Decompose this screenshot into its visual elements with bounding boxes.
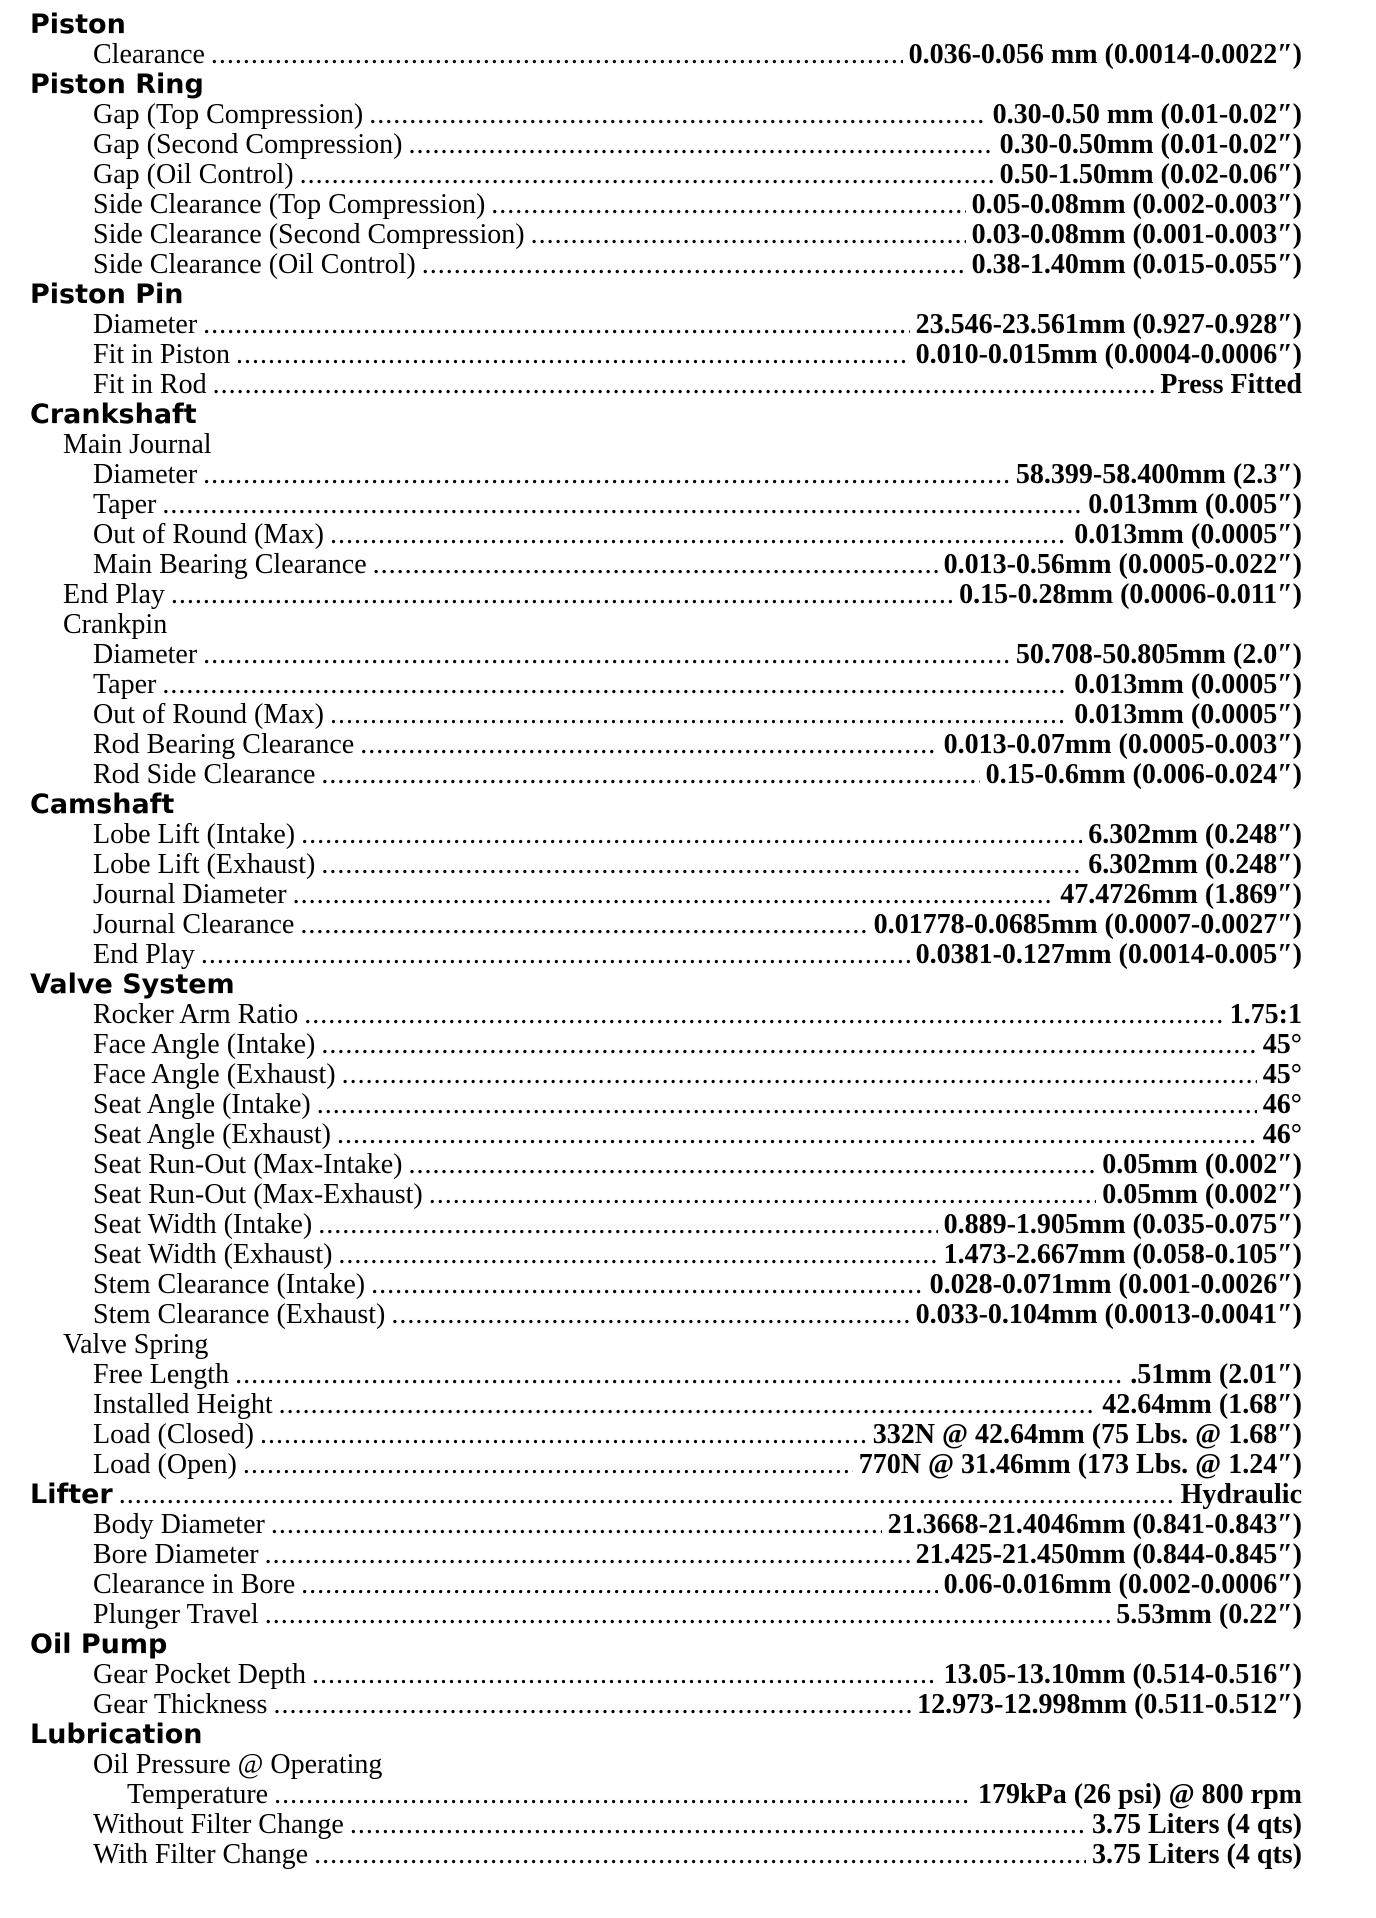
spec-row [30,1600,1302,1630]
subheading-main-journal: Main Journal [63,429,212,460]
spec-value: 0.01778-0.0685mm (0.0007-0.0027″) [873,909,1302,940]
spec-label: Rod Side Clearance [93,759,316,790]
leader-dots [391,1300,909,1330]
spec-row [30,910,1302,940]
spec-label: Load (Closed) [93,1419,254,1450]
spec-row [30,1510,1302,1540]
spec-label: Gear Thickness [93,1689,268,1720]
spec-label: Taper [93,489,157,520]
spec-value: 0.0381-0.127mm (0.0014-0.005″) [915,939,1302,970]
section-heading-piston-ring: Piston Ring [30,69,204,100]
leader-dots [265,1540,910,1570]
leader-dots [243,1450,853,1480]
spec-value: 332N @ 42.64mm (75 Lbs. @ 1.68″) [872,1419,1302,1450]
spec-value: 0.013mm (0.0005″) [1074,669,1302,700]
spec-value: 0.15-0.28mm (0.0006-0.011″) [959,579,1302,610]
leader-dots [211,40,903,70]
spec-row [30,340,1302,370]
leader-dots [409,130,994,160]
spec-row [30,1120,1302,1150]
leader-dots [422,250,966,280]
spec-value: 21.3668-21.4046mm (0.841-0.843″) [887,1509,1302,1540]
leader-dots [274,1780,972,1810]
spec-value: 13.05-13.10mm (0.514-0.516″) [943,1659,1302,1690]
leader-dots [373,550,938,580]
spec-row [30,1810,1302,1840]
spec-value: 0.50-1.50mm (0.02-0.06″) [999,159,1302,190]
spec-value: 0.30-0.50mm (0.01-0.02″) [999,129,1302,160]
spec-value: 46° [1262,1089,1302,1120]
spec-row [30,1570,1302,1600]
spec-value: Press Fitted [1160,369,1302,400]
leader-dots [304,1000,1223,1030]
spec-value: 0.05mm (0.002″) [1102,1149,1302,1180]
leader-dots [203,640,1010,670]
spec-value: 0.013-0.56mm (0.0005-0.022″) [943,549,1302,580]
spec-row [30,460,1302,490]
spec-value: 0.010-0.015mm (0.0004-0.0006″) [915,339,1302,370]
spec-row [30,730,1302,760]
spec-label: Main Bearing Clearance [93,549,367,580]
spec-label: Out of Round (Max) [93,519,324,550]
leader-dots [318,1210,937,1240]
spec-row [30,1150,1302,1180]
spec-label: Lobe Lift (Intake) [93,819,296,850]
spec-value: 0.028-0.071mm (0.001-0.0026″) [929,1269,1302,1300]
spec-label: Seat Angle (Intake) [93,1089,311,1120]
leader-dots [271,1510,882,1540]
spec-row-oil-pressure [30,1780,1302,1810]
leader-dots [408,1150,1096,1180]
spec-value: 0.15-0.6mm (0.006-0.024″) [985,759,1302,790]
spec-value: 45° [1262,1029,1302,1060]
spec-value: 0.05-0.08mm (0.002-0.003″) [971,189,1302,220]
spec-label: Side Clearance (Oil Control) [93,249,416,280]
leader-dots [360,730,937,760]
spec-label: Seat Angle (Exhaust) [93,1119,331,1150]
section-heading-piston: Piston [30,9,126,40]
leader-dots [301,1570,937,1600]
spec-value: 50.708-50.805mm (2.0″) [1015,639,1302,670]
spec-row [30,160,1302,190]
spec-label: Load (Open) [93,1449,237,1480]
spec-row [30,820,1302,850]
leader-dots [300,160,994,190]
leader-dots [369,100,986,130]
leader-dots [491,190,965,220]
subheading-crankpin: Crankpin [63,609,168,640]
leader-dots [337,1120,1257,1150]
spec-row [30,1390,1302,1420]
spec-row [30,700,1302,730]
spec-row [30,1030,1302,1060]
spec-row [30,1240,1302,1270]
spec-label: Stem Clearance (Intake) [93,1269,366,1300]
spec-label: Seat Run-Out (Max-Intake) [93,1149,403,1180]
spec-row [30,220,1302,250]
section-heading-lifter: Lifter [30,1479,113,1510]
spec-row [30,1300,1302,1330]
spec-value: 3.75 Liters (4 qts) [1092,1809,1302,1840]
spec-row [30,1270,1302,1300]
spec-row [30,1090,1302,1120]
leader-dots [321,850,1082,880]
leader-dots [201,940,910,970]
leader-dots [300,910,867,940]
spec-row [30,1060,1302,1090]
leader-dots [203,460,1010,490]
spec-value: 0.889-1.905mm (0.035-0.075″) [943,1209,1302,1240]
spec-value: 0.30-0.50 mm (0.01-0.02″) [992,99,1302,130]
leader-dots [162,670,1068,700]
leader-dots [171,580,953,610]
spec-value: .51mm (2.01″) [1130,1359,1302,1390]
spec-label: Gap (Top Compression) [93,99,364,130]
spec-row [30,1450,1302,1480]
oil-pressure-label-line: Oil Pressure @ Operating [93,1749,383,1780]
spec-row [30,1420,1302,1450]
spec-label: With Filter Change [93,1839,309,1870]
spec-value: 0.013mm (0.005″) [1088,489,1302,520]
spec-value: 0.013mm (0.0005″) [1074,699,1302,730]
section-heading-crankshaft: Crankshaft [30,399,197,430]
spec-label: Fit in Piston [93,339,230,370]
spec-row [30,40,1302,70]
spec-value: 45° [1262,1059,1302,1090]
spec-row [30,670,1302,700]
spec-row [30,1690,1302,1720]
spec-row [30,1840,1302,1870]
leader-dots [236,340,910,370]
leader-dots [371,1270,923,1300]
leader-dots [312,1660,938,1690]
spec-row [30,490,1302,520]
leader-dots [279,1390,1097,1420]
spec-label: Diameter [93,459,198,490]
leader-dots [342,1060,1257,1090]
leader-dots [330,520,1068,550]
spec-label: Journal Clearance [93,909,295,940]
leader-dots [531,220,966,250]
leader-dots [293,880,1055,910]
spec-label: Lobe Lift (Exhaust) [93,849,316,880]
spec-row [30,130,1302,160]
spec-row [30,1000,1302,1030]
leader-dots [235,1360,1124,1390]
section-heading-camshaft: Camshaft [30,789,175,820]
spec-label: Bore Diameter [93,1539,259,1570]
leader-dots [119,1480,1175,1510]
spec-label: Diameter [93,639,198,670]
spec-row [30,520,1302,550]
spec-label: Rocker Arm Ratio [93,999,299,1030]
leader-dots [273,1690,911,1720]
spec-value: 0.013-0.07mm (0.0005-0.003″) [943,729,1302,760]
spec-row-end-play [30,580,1302,610]
spec-label: Without Filter Change [93,1809,344,1840]
spec-label: Installed Height [93,1389,273,1420]
leader-dots [162,490,1082,520]
spec-value: 3.75 Liters (4 qts) [1092,1839,1302,1870]
spec-value: 0.03-0.08mm (0.001-0.003″) [971,219,1302,250]
section-heading-lubrication: Lubrication [30,1719,203,1750]
spec-label: Diameter [93,309,198,340]
spec-sheet [30,10,1302,1870]
spec-label: Gear Pocket Depth [93,1659,307,1690]
spec-row [30,1360,1302,1390]
spec-label: Free Length [93,1359,230,1390]
leader-dots [429,1180,1097,1210]
spec-label: End Play [63,579,165,610]
spec-value: 0.06-0.016mm (0.002-0.0006″) [943,1569,1302,1600]
spec-row [30,640,1302,670]
spec-value: 0.036-0.056 mm (0.0014-0.0022″) [908,39,1302,70]
spec-label: Clearance in Bore [93,1569,296,1600]
section-heading-piston-pin: Piston Pin [30,279,184,310]
spec-value: 58.399-58.400mm (2.3″) [1015,459,1302,490]
leader-dots [317,1090,1257,1120]
spec-label: Side Clearance (Top Compression) [93,189,486,220]
spec-value: Hydraulic [1180,1479,1302,1510]
leader-dots [321,760,979,790]
spec-value: 21.425-21.450mm (0.844-0.845″) [915,1539,1302,1570]
spec-label: Seat Width (Intake) [93,1209,313,1240]
spec-label: Face Angle (Intake) [93,1029,316,1060]
spec-label: Stem Clearance (Exhaust) [93,1299,386,1330]
spec-label: Temperature [127,1779,269,1810]
spec-value: 23.546-23.561mm (0.927-0.928″) [915,309,1302,340]
spec-label: End Play [93,939,195,970]
spec-label: Fit in Rod [93,369,207,400]
spec-value: 12.973-12.998mm (0.511-0.512″) [917,1689,1302,1720]
spec-value: 0.033-0.104mm (0.0013-0.0041″) [915,1299,1302,1330]
section-heading-lifter-row [30,1480,1302,1510]
spec-label: Journal Diameter [93,879,287,910]
spec-label: Seat Run-Out (Max-Exhaust) [93,1179,423,1210]
spec-row [30,880,1302,910]
spec-row [30,940,1302,970]
spec-label: Plunger Travel [93,1599,259,1630]
spec-label: Out of Round (Max) [93,699,324,730]
spec-label: Taper [93,669,157,700]
spec-row [30,760,1302,790]
leader-dots [260,1420,867,1450]
leader-dots [213,370,1155,400]
spec-row [30,1210,1302,1240]
leader-dots [301,820,1082,850]
section-heading-oil-pump: Oil Pump [30,1629,168,1660]
spec-row [30,1180,1302,1210]
leader-dots [338,1240,937,1270]
spec-value: 1.75:1 [1229,999,1302,1030]
spec-label: Gap (Second Compression) [93,129,403,160]
spec-row [30,850,1302,880]
leader-dots [330,700,1068,730]
spec-value: 42.64mm (1.68″) [1102,1389,1302,1420]
spec-label: Rod Bearing Clearance [93,729,355,760]
spec-label: Seat Width (Exhaust) [93,1239,333,1270]
spec-value: 6.302mm (0.248″) [1088,819,1302,850]
leader-dots [203,310,909,340]
spec-value: 0.05mm (0.002″) [1102,1179,1302,1210]
subheading-valve-spring: Valve Spring [63,1329,209,1360]
spec-value: 47.4726mm (1.869″) [1060,879,1302,910]
spec-row [30,190,1302,220]
section-heading-valve-system: Valve System [30,969,235,1000]
spec-label: Body Diameter [93,1509,265,1540]
spec-label: Face Angle (Exhaust) [93,1059,336,1090]
spec-label: Gap (Oil Control) [93,159,294,190]
spec-label: Side Clearance (Second Compression) [93,219,525,250]
spec-row [30,310,1302,340]
spec-value: 0.38-1.40mm (0.015-0.055″) [971,249,1302,280]
spec-value: 1.473-2.667mm (0.058-0.105″) [943,1239,1302,1270]
spec-row [30,1660,1302,1690]
spec-row [30,550,1302,580]
spec-label: Clearance [93,39,205,70]
spec-value: 5.53mm (0.22″) [1116,1599,1302,1630]
spec-value: 0.013mm (0.0005″) [1074,519,1302,550]
spec-value: 46° [1262,1119,1302,1150]
leader-dots [321,1030,1256,1060]
spec-row [30,1540,1302,1570]
spec-row [30,100,1302,130]
leader-dots [265,1600,1111,1630]
spec-value: 770N @ 31.46mm (173 Lbs. @ 1.24″) [858,1449,1302,1480]
spec-value: 179kPa (26 psi) @ 800 rpm [978,1779,1302,1810]
leader-dots [350,1810,1086,1840]
spec-row [30,250,1302,280]
spec-row [30,370,1302,400]
leader-dots [314,1840,1086,1870]
spec-value: 6.302mm (0.248″) [1088,849,1302,880]
